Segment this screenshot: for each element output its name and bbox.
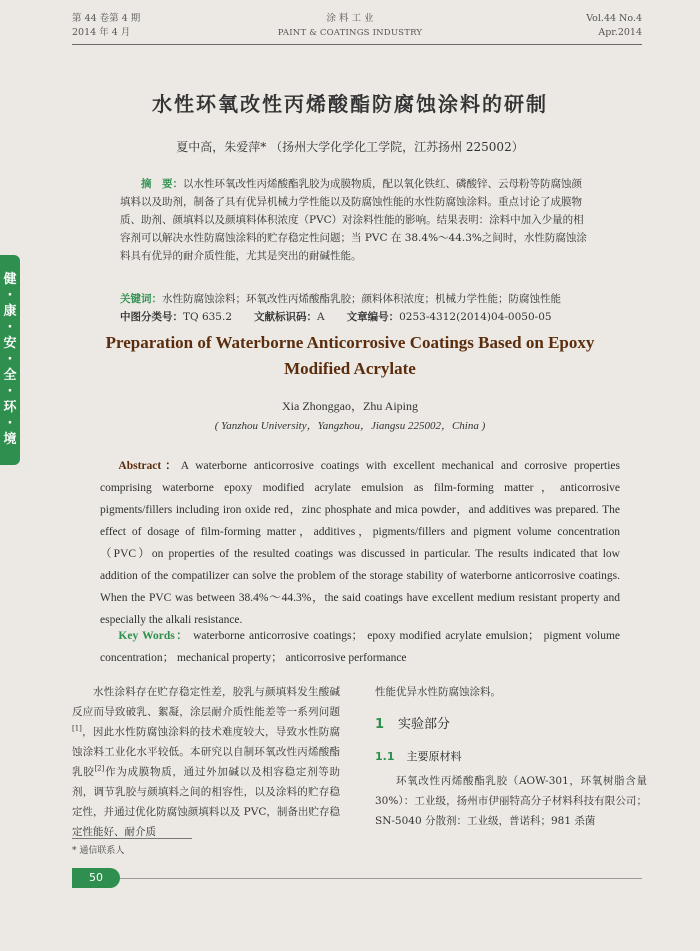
keywords-en bbox=[100, 625, 620, 669]
body-right-intro: 性能优异水性防腐蚀涂料。 bbox=[375, 686, 501, 698]
clc-value: TQ 635.2 bbox=[183, 311, 233, 323]
body-column-left bbox=[72, 682, 340, 842]
article-number-value: 0253-4312(2014)04-0050-05 bbox=[399, 311, 552, 323]
abstract-en-label: Abstract： bbox=[118, 460, 181, 472]
journal-name-en: PAINT & COATINGS INDUSTRY bbox=[277, 28, 423, 38]
page-number: 50 bbox=[72, 868, 120, 888]
abstract-en-text: A waterborne anticorrosive coatings with excellent mechanical and corrosive properties comprising waterborne epoxy modified acrylate emulsion as film-forming matter，anticorrosive pigments/fillers including iron oxide red，zinc phosphate and mica powder，and additives was prepared. The effect of dosage of film-forming matter，additives，pigments/fillers and pigment volume concentration（PVC）on properties of the resulted coatings was discussed in particular. The results indicated that low addition of the compatilizer can solve the problem of the storage stability of waterborne anticorrosive coatings. When the PVC was between 38.4%～44.3%，the said coatings have excellent medium resistant property and especially the alkali resistance. bbox=[100, 460, 620, 626]
keywords-zh bbox=[120, 290, 620, 308]
article-number-label: 文章编号： bbox=[346, 311, 400, 323]
keywords-zh-label: 关键词： bbox=[120, 293, 162, 305]
abstract-zh-label: 摘 要： bbox=[141, 178, 183, 190]
body-left-text-1: 水性涂料存在贮存稳定性差，胶乳与颜填料发生酸碱反应而导致破乳、絮凝，涂层耐介质性能差等一系列问题 bbox=[72, 686, 340, 718]
body-left-text-2: ，因此水性防腐蚀涂料的技术难度较大，导致水性防腐蚀涂料工业化水平较低。本研究以自制环氧改性丙烯酸酯乳胶 bbox=[72, 726, 340, 778]
section-1-1-title: 主要原材料 bbox=[406, 750, 462, 763]
section-1-title: 实验部分 bbox=[398, 717, 451, 732]
volume-issue: 第 44 卷第 4 期 bbox=[72, 13, 141, 24]
issue-date: 2014 年 4 月 bbox=[72, 27, 131, 38]
section-heading-1-1 bbox=[375, 748, 462, 764]
section-heading-1 bbox=[375, 713, 450, 732]
abstract-en bbox=[100, 455, 620, 631]
authors-en: Xia Zhonggao，Zhu Aiping bbox=[282, 399, 418, 413]
body-column-right: 环氧改性丙烯酸酯乳胶（AOW-301，环氧树脂含量 30%）：工业级，扬州市伊丽特高分子材料科技有限公司；SN-5040 分散剂：工业级，普诺科；981 杀菌 bbox=[375, 775, 647, 827]
citation-ref-2: [2] bbox=[94, 764, 105, 773]
journal-name-zh: 涂 料 工 业 bbox=[326, 13, 374, 24]
body-left-text-3: 作为成膜物质，通过外加碱以及相容稳定剂等助剂，调节乳胶与颜填料之间的相容性，以及涂料的贮存稳定性，并通过优化防腐蚀颜填料以及 PVC，制备出贮存稳定性能好、耐介质 bbox=[72, 766, 341, 838]
running-header-left bbox=[72, 12, 140, 40]
article-title-zh: 水性环氧改性丙烯酸酯防腐蚀涂料的研制 bbox=[152, 92, 548, 116]
section-1-number: 1 bbox=[375, 717, 385, 732]
keywords-en-text: waterborne anticorrosive coatings； epoxy modified acrylate emulsion； pigment volume concentration； mechanical property； anticorrosive performance bbox=[100, 630, 621, 664]
abstract-zh bbox=[120, 175, 590, 265]
doc-code-label: 文献标识码： bbox=[254, 311, 318, 323]
keywords-en-label: Key Words： bbox=[118, 630, 189, 642]
keywords-zh-text: 水性防腐蚀涂料；环氧改性丙烯酸酯乳胶；颜料体积浓度；机械力学性能；防腐蚀性能 bbox=[162, 293, 561, 305]
footnote-corresponding-author: * 通信联系人 bbox=[72, 846, 125, 856]
header-rule bbox=[72, 44, 642, 45]
classification-line bbox=[120, 308, 600, 326]
side-tab-label: 健·康·安·全·环·境 bbox=[3, 272, 17, 447]
article-title-en: Preparation of Waterborne Anticorrosive Coatings Based on Epoxy Modified Acrylate bbox=[105, 333, 595, 378]
doc-code-value: A bbox=[317, 311, 325, 323]
volume-number-en: Vol.44 No.4 bbox=[586, 13, 642, 24]
issue-date-en: Apr.2014 bbox=[598, 27, 642, 38]
section-1-1-number: 1.1 bbox=[375, 750, 395, 763]
running-header-right bbox=[586, 12, 642, 40]
affiliation-en: ( Yanzhou University，Yangzhou，Jiangsu 225002，China ) bbox=[214, 420, 486, 432]
section-side-tab bbox=[0, 255, 20, 465]
footnote-rule bbox=[72, 838, 192, 839]
running-header-center bbox=[250, 12, 450, 40]
footer-rule bbox=[120, 878, 642, 879]
citation-ref-1: [1] bbox=[72, 724, 82, 733]
authors-affiliation-zh: 夏中高，朱爱萍* （扬州大学化学化工学院，江苏扬州 225002） bbox=[176, 140, 524, 154]
clc-label: 中图分类号： bbox=[120, 311, 183, 323]
abstract-zh-text: 以水性环氧改性丙烯酸酯乳胶为成膜物质，配以氧化铁红、磷酸锌、云母粉等防腐蚀颜填料以及助剂，制备了具有优异机械力学性能以及防腐蚀性能的水性防腐蚀涂料。重点讨论了成膜物质、助剂、颜填料以及颜填料体积浓度（PVC）对涂料性能的影响。结果表明：涂料中加入少量的相容剂可以解决水性防腐蚀涂料的贮存稳定性问题；当 PVC 在 38.4%～44.3%之间时，水性防腐蚀涂料具有优异的耐介质性能，尤其是突出的耐碱性能。 bbox=[120, 178, 587, 262]
